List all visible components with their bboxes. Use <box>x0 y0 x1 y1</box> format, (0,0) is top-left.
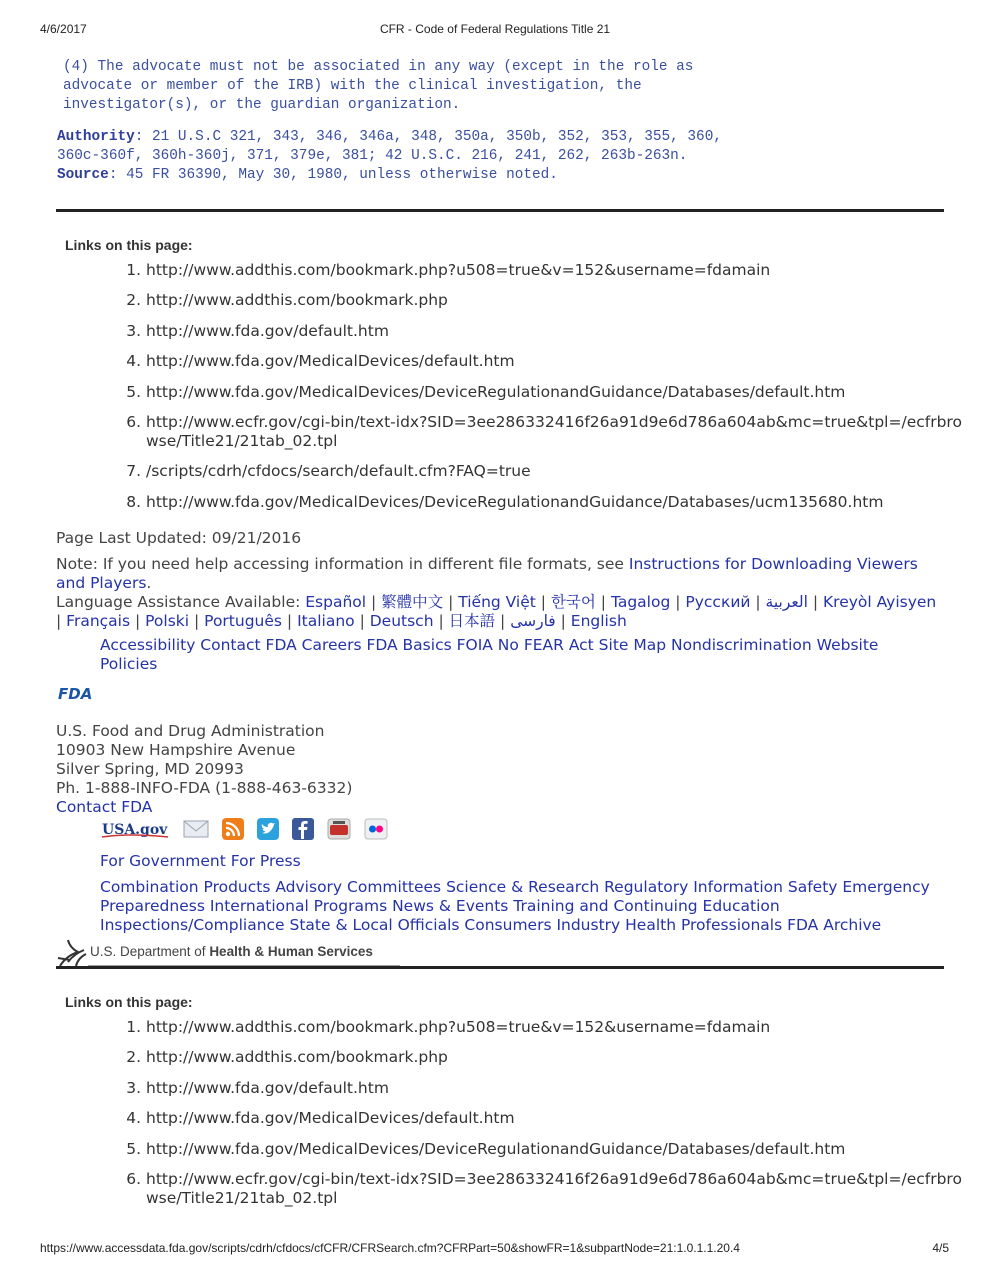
language-link[interactable]: Tiếng Việt <box>458 593 536 611</box>
print-title: CFR - Code of Federal Regulations Title 21 <box>379 22 611 36</box>
link-item[interactable]: 8. http://www.fda.gov/MedicalDevices/DeviceRegulationandGuidance/Databases/ucm135680.htm <box>146 493 966 512</box>
link-item[interactable]: 3. http://www.fda.gov/default.htm <box>146 1079 966 1098</box>
topic-links-text[interactable]: Combination Products Advisory Committees Science & Research Regulatory Information Safety Emergency Preparedness International Programs News & Events Training and Continuing Education Inspections/Compliance State & Local Officials Consumers Industry Health Professionals FDA Archive <box>100 878 930 934</box>
print-header <box>0 22 990 40</box>
links-list-2 <box>100 1018 966 1219</box>
language-separator: | <box>354 612 370 630</box>
note-prefix: Note: If you need help accessing information in different file formats, see <box>56 555 629 573</box>
language-link[interactable]: English <box>570 612 627 630</box>
hhs-banner[interactable] <box>56 936 401 968</box>
language-link[interactable]: Polski <box>145 612 190 630</box>
note-suffix: . <box>146 574 152 592</box>
links-heading-2: Links on this page: <box>65 994 193 1010</box>
youtube-icon[interactable] <box>327 818 351 845</box>
link-item[interactable]: 6. http://www.ecfr.gov/cgi-bin/text-idx?SID=3ee286332416f26a91d9e6d786a604ab&mc=true&tpl=/ecfrbrowse/Title21/21tab_02.tpl <box>146 413 966 451</box>
contact-fda-link[interactable]: Contact FDA <box>56 798 153 816</box>
fda-logo[interactable] <box>57 684 93 707</box>
authority-text: : 21 U.S.C 321, 343, 346, 346a, 348, 350a, 350b, 352, 353, 355, 360, 360c-360f, 360h-360j, 371, 379e, 381; 42 U.S.C. 216, 241, 262, 263b-263n. <box>57 129 722 164</box>
language-link[interactable]: Tagalog <box>610 593 671 611</box>
language-separator: | <box>750 593 766 611</box>
flickr-icon[interactable] <box>364 818 388 845</box>
divider <box>56 209 944 212</box>
link-item[interactable]: 1. http://www.addthis.com/bookmark.php?u508=true&v=152&username=fdamain <box>146 1018 966 1037</box>
hhs-bold: Health & Human Services <box>209 944 373 959</box>
page-last-updated: Page Last Updated: 09/21/2016 <box>56 529 302 547</box>
language-separator: | <box>433 612 449 630</box>
language-link[interactable]: Español <box>305 593 367 611</box>
language-link[interactable]: Русский <box>685 593 751 611</box>
language-separator: | <box>670 593 686 611</box>
language-separator: | <box>443 593 459 611</box>
language-link[interactable]: 한국어 <box>550 593 596 611</box>
usa-gov-icon[interactable] <box>100 818 170 845</box>
social-icons <box>100 818 397 844</box>
print-date: 4/6/2017 <box>40 22 87 36</box>
language-separator: | <box>189 612 205 630</box>
language-separator: | <box>535 593 551 611</box>
hhs-text <box>90 944 373 959</box>
phone-number: Ph. 1-888-INFO-FDA (1-888-463-6332) <box>56 779 353 797</box>
language-separator: | <box>281 612 298 630</box>
download-viewers-link[interactable]: Instructions for Downloading Viewers and Players <box>56 555 918 592</box>
link-item[interactable]: 5. http://www.fda.gov/MedicalDevices/DeviceRegulationandGuidance/Databases/default.htm <box>146 383 966 402</box>
page-number: 4/5 <box>932 1241 949 1255</box>
language-separator: | <box>807 593 823 611</box>
link-item[interactable]: 1. http://www.addthis.com/bookmark.php?u508=true&v=152&username=fdamain <box>146 261 966 280</box>
link-item[interactable]: 2. http://www.addthis.com/bookmark.php <box>146 291 966 310</box>
email-icon[interactable] <box>183 819 209 844</box>
language-separator: | <box>595 593 611 611</box>
language-separator: | <box>56 612 67 630</box>
link-item[interactable]: 2. http://www.addthis.com/bookmark.php <box>146 1048 966 1067</box>
facebook-icon[interactable] <box>292 818 314 845</box>
link-item[interactable]: 4. http://www.fda.gov/MedicalDevices/default.htm <box>146 352 966 371</box>
link-item[interactable]: 3. http://www.fda.gov/default.htm <box>146 322 966 341</box>
footer-nav <box>100 636 920 674</box>
hhs-eagle-icon <box>58 940 86 966</box>
source-label: Source <box>57 167 109 183</box>
link-item[interactable]: 4. http://www.fda.gov/MedicalDevices/default.htm <box>146 1109 966 1128</box>
authority-label: Authority <box>57 129 135 145</box>
rss-icon[interactable] <box>222 818 244 845</box>
link-item[interactable]: 6. http://www.ecfr.gov/cgi-bin/text-idx?SID=3ee286332416f26a91d9e6d786a604ab&mc=true&tpl=/ecfrbrowse/Title21/21tab_02.tpl <box>146 1170 966 1208</box>
note-text <box>56 555 946 631</box>
language-link[interactable]: Kreyòl Ayisyen <box>823 593 937 611</box>
language-link[interactable]: 繁體中文 <box>381 593 444 611</box>
gov-press-links <box>100 852 301 871</box>
language-link[interactable]: فارسی <box>510 612 556 630</box>
topic-links <box>100 878 950 935</box>
usa-gov-text: USA.gov <box>102 822 168 838</box>
language-separator: | <box>130 612 146 630</box>
language-link[interactable]: Deutsch <box>369 612 434 630</box>
language-separator: | <box>495 612 511 630</box>
links-list <box>100 261 966 523</box>
agency-name: U.S. Food and Drug Administration <box>56 722 325 740</box>
language-link[interactable]: Italiano <box>297 612 355 630</box>
twitter-icon[interactable] <box>257 818 279 845</box>
print-url: https://www.accessdata.fda.gov/scripts/cdrh/cfdocs/cfCFR/CFRSearch.cfm?CFRPart=50&showFR=1&subpartNode=21:1.0.1.1.20.4 <box>40 1241 740 1255</box>
links-heading: Links on this page: <box>65 237 193 253</box>
gov-press-text[interactable]: For Government For Press <box>100 852 301 870</box>
link-item[interactable]: 7. /scripts/cdrh/cfdocs/search/default.cfm?FAQ=true <box>146 462 966 481</box>
language-separator: | <box>366 593 382 611</box>
language-separator: | <box>555 612 571 630</box>
language-label: Language Assistance Available: <box>56 593 306 611</box>
hhs-prefix: U.S. Department of <box>90 944 210 959</box>
fda-logo-text: FDA <box>58 685 93 702</box>
language-link[interactable]: Français <box>66 612 131 630</box>
city-state-zip: Silver Spring, MD 20993 <box>56 760 244 778</box>
source-text: : 45 FR 36390, May 30, 1980, unless otherwise noted. <box>108 167 558 183</box>
language-link[interactable]: Português <box>204 612 282 630</box>
divider-2 <box>56 966 944 969</box>
link-item[interactable]: 5. http://www.fda.gov/MedicalDevices/DeviceRegulationandGuidance/Databases/default.htm <box>146 1140 966 1159</box>
footer-nav-links[interactable]: Accessibility Contact FDA Careers FDA Basics FOIA No FEAR Act Site Map Nondiscrimination Website Policies <box>100 636 879 673</box>
authority-source <box>57 128 757 185</box>
street-address: 10903 New Hampshire Avenue <box>56 741 296 759</box>
regulation-paragraph-4: (4) The advocate must not be associated in any way (except in the role as advocate or member of the IRB) with the clinical investigation, the investigator(s), or the guardian organization. <box>63 59 694 113</box>
fda-address <box>56 722 352 817</box>
language-link[interactable]: 日本語 <box>448 612 496 630</box>
language-link[interactable]: العربية <box>765 593 808 611</box>
